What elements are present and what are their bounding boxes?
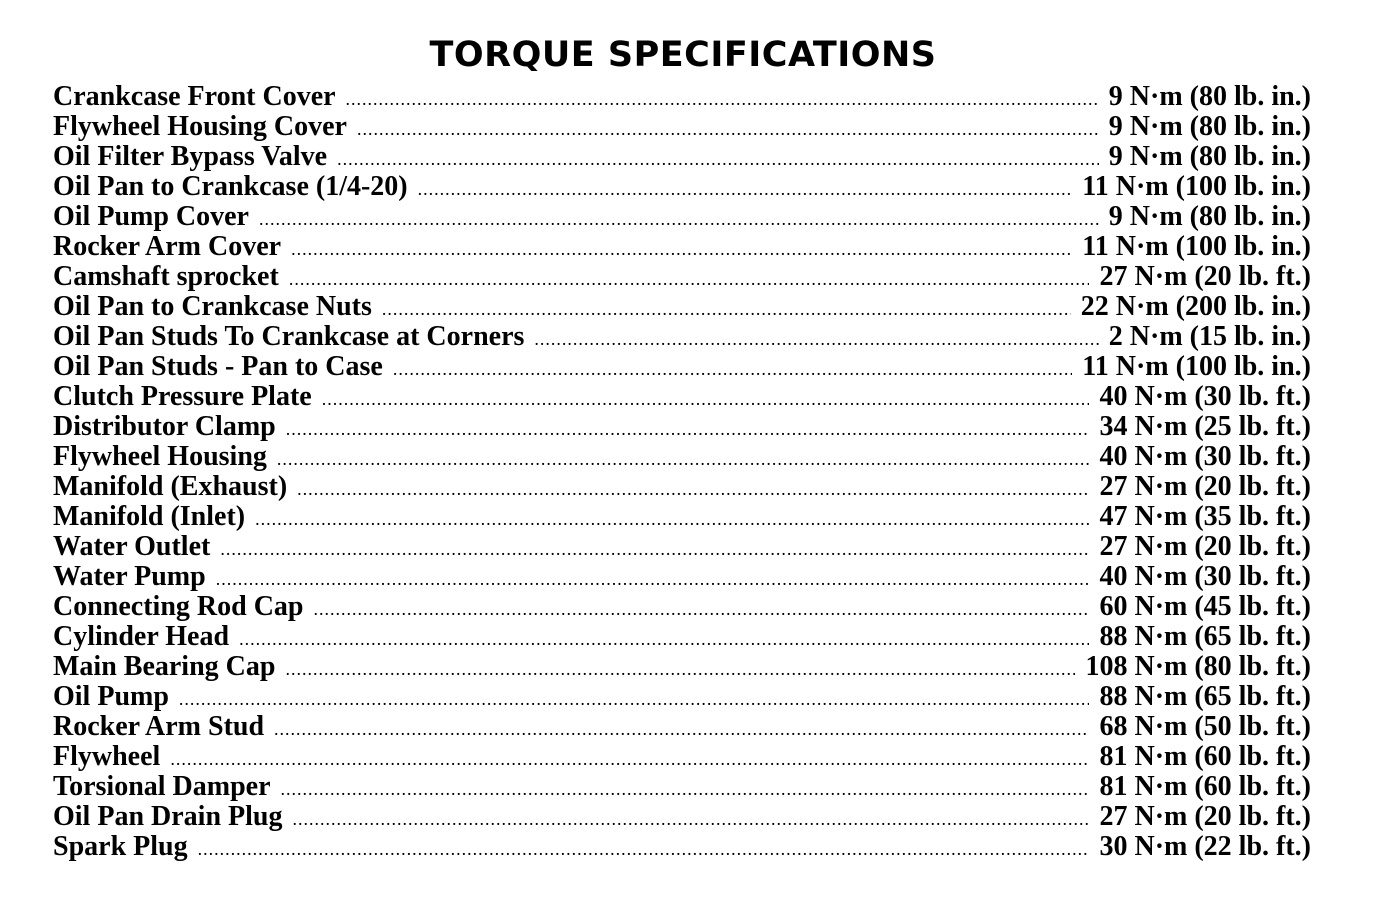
spec-name: Rocker Arm Cover	[53, 232, 282, 262]
dot-leader	[357, 114, 1099, 142]
dot-leader	[534, 324, 1098, 352]
dot-leader	[382, 294, 1071, 322]
spec-name: Connecting Rod Cap	[53, 592, 304, 622]
spec-name: Oil Pan Studs - Pan to Case	[53, 352, 383, 382]
spec-row	[53, 382, 1311, 412]
dot-leader	[289, 264, 1090, 292]
spec-value: 27 N·m (20 lb. ft.)	[1099, 262, 1311, 292]
spec-row	[53, 412, 1311, 442]
spec-name: Manifold (Exhaust)	[53, 472, 288, 502]
dot-leader	[220, 534, 1089, 562]
spec-name: Flywheel Housing	[53, 442, 267, 472]
spec-value: 11 N·m (100 lb. in.)	[1082, 172, 1311, 202]
spec-value: 27 N·m (20 lb. ft.)	[1099, 532, 1311, 562]
dot-leader	[170, 744, 1089, 772]
spec-name: Camshaft sprocket	[53, 262, 279, 292]
spec-row	[53, 442, 1311, 472]
dot-leader	[313, 594, 1089, 622]
dot-leader	[239, 624, 1089, 652]
dot-leader	[418, 174, 1073, 202]
spec-name: Crankcase Front Cover	[53, 82, 336, 112]
spec-row	[53, 742, 1311, 772]
dot-leader	[198, 834, 1090, 862]
spec-value: 27 N·m (20 lb. ft.)	[1099, 472, 1311, 502]
spec-value: 9 N·m (80 lb. in.)	[1108, 82, 1311, 112]
spec-name: Water Pump	[53, 562, 206, 592]
spec-name: Manifold (Inlet)	[53, 502, 246, 532]
spec-name: Clutch Pressure Plate	[53, 382, 312, 412]
spec-row	[53, 472, 1311, 502]
torque-spec-list	[53, 82, 1311, 862]
spec-name: Oil Pan to Crankcase (1/4-20)	[53, 172, 408, 202]
dot-leader	[285, 654, 1075, 682]
spec-row	[53, 262, 1311, 292]
spec-row	[53, 712, 1311, 742]
dot-leader	[286, 414, 1090, 442]
spec-value: 60 N·m (45 lb. ft.)	[1099, 592, 1311, 622]
dot-leader	[216, 564, 1090, 592]
spec-name: Oil Pan Drain Plug	[53, 802, 283, 832]
spec-row	[53, 352, 1311, 382]
page-title: TORQUE SPECIFICATIONS	[429, 35, 937, 76]
dot-leader	[393, 354, 1072, 382]
spec-name: Flywheel	[53, 742, 161, 772]
spec-row	[53, 112, 1311, 142]
spec-name: Distributor Clamp	[53, 412, 276, 442]
spec-value: 11 N·m (100 lb. in.)	[1082, 232, 1311, 262]
spec-value: 27 N·m (20 lb. ft.)	[1099, 802, 1311, 832]
spec-value: 40 N·m (30 lb. ft.)	[1099, 562, 1311, 592]
spec-value: 88 N·m (65 lb. ft.)	[1099, 682, 1311, 712]
dot-leader	[297, 474, 1089, 502]
spec-value: 81 N·m (60 lb. ft.)	[1099, 772, 1311, 802]
dot-leader	[255, 504, 1089, 532]
dot-leader	[274, 714, 1089, 742]
spec-row	[53, 292, 1311, 322]
spec-row	[53, 682, 1311, 712]
spec-name: Water Outlet	[53, 532, 211, 562]
spec-row	[53, 202, 1311, 232]
spec-row	[53, 562, 1311, 592]
dot-leader	[281, 774, 1090, 802]
spec-name: Torsional Damper	[53, 772, 271, 802]
spec-row	[53, 622, 1311, 652]
spec-name: Cylinder Head	[53, 622, 230, 652]
spec-row	[53, 772, 1311, 802]
spec-name: Main Bearing Cap	[53, 652, 276, 682]
spec-row	[53, 802, 1311, 832]
spec-value: 88 N·m (65 lb. ft.)	[1099, 622, 1311, 652]
spec-value: 9 N·m (80 lb. in.)	[1108, 202, 1311, 232]
spec-name: Oil Pan Studs To Crankcase at Corners	[53, 322, 525, 352]
dot-leader	[277, 444, 1090, 472]
dot-leader	[337, 144, 1099, 172]
spec-value: 68 N·m (50 lb. ft.)	[1099, 712, 1311, 742]
spec-name: Oil Pump Cover	[53, 202, 249, 232]
spec-name: Oil Pan to Crankcase Nuts	[53, 292, 372, 322]
spec-row	[53, 532, 1311, 562]
spec-row	[53, 172, 1311, 202]
spec-row	[53, 592, 1311, 622]
spec-value: 40 N·m (30 lb. ft.)	[1099, 442, 1311, 472]
spec-value: 108 N·m (80 lb. ft.)	[1085, 652, 1311, 682]
spec-row	[53, 82, 1311, 112]
dot-leader	[259, 204, 1099, 232]
spec-name: Rocker Arm Stud	[53, 712, 265, 742]
spec-name: Flywheel Housing Cover	[53, 112, 347, 142]
spec-row	[53, 322, 1311, 352]
spec-value: 22 N·m (200 lb. in.)	[1080, 292, 1311, 322]
spec-name: Spark Plug	[53, 832, 188, 862]
dot-leader	[322, 384, 1090, 412]
dot-leader	[291, 234, 1072, 262]
spec-row	[53, 652, 1311, 682]
spec-name: Oil Pump	[53, 682, 169, 712]
spec-name: Oil Filter Bypass Valve	[53, 142, 328, 172]
spec-value: 11 N·m (100 lb. in.)	[1082, 352, 1311, 382]
spec-row	[53, 142, 1311, 172]
spec-value: 9 N·m (80 lb. in.)	[1108, 142, 1311, 172]
spec-value: 47 N·m (35 lb. ft.)	[1099, 502, 1311, 532]
spec-value: 40 N·m (30 lb. ft.)	[1099, 382, 1311, 412]
spec-value: 34 N·m (25 lb. ft.)	[1099, 412, 1311, 442]
spec-row	[53, 502, 1311, 532]
spec-row	[53, 232, 1311, 262]
spec-row	[53, 832, 1311, 862]
dot-leader	[179, 684, 1090, 712]
spec-value: 30 N·m (22 lb. ft.)	[1099, 832, 1311, 862]
dot-leader	[292, 804, 1089, 832]
spec-value: 2 N·m (15 lb. in.)	[1108, 322, 1311, 352]
spec-value: 81 N·m (60 lb. ft.)	[1099, 742, 1311, 772]
spec-value: 9 N·m (80 lb. in.)	[1108, 112, 1311, 142]
dot-leader	[346, 84, 1099, 112]
